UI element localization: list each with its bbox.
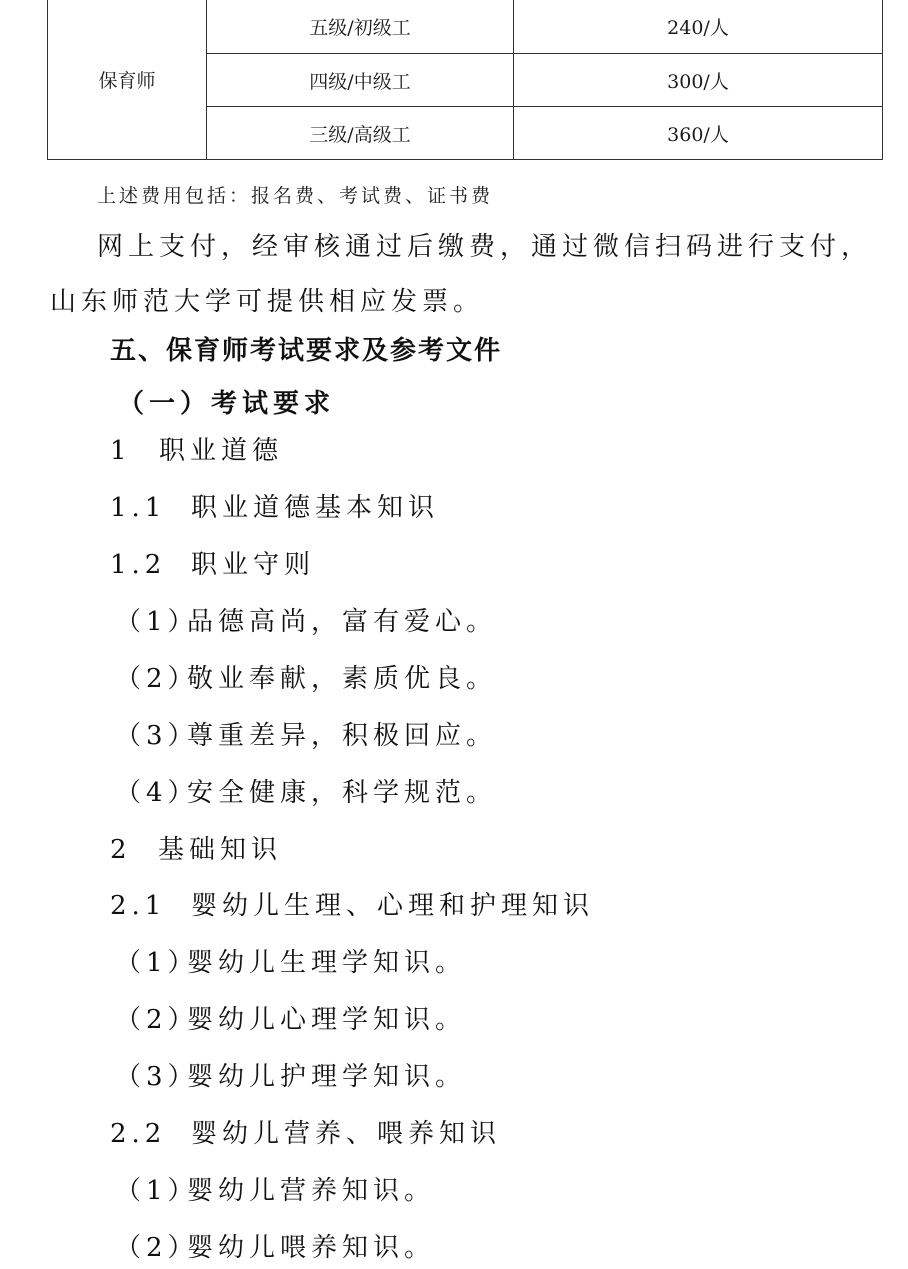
outline-item xyxy=(115,1056,466,1093)
fee-cell: 360/人 xyxy=(514,107,883,160)
outline-item xyxy=(110,487,439,524)
subsection-heading: （一）考试要求 xyxy=(118,389,336,419)
outline-number: 1.2 xyxy=(110,550,167,580)
outline-item xyxy=(115,942,466,979)
outline-number: （2） xyxy=(115,664,199,694)
outline-number: 1 xyxy=(110,436,132,466)
outline-text: 职业道德基本知识 xyxy=(191,493,440,523)
outline-text: 职业道德 xyxy=(159,436,284,466)
outline-number: （2） xyxy=(115,1233,199,1263)
outline-item xyxy=(115,1170,435,1207)
outline-item xyxy=(115,715,497,752)
outline-text: 婴幼儿生理、心理和护理知识 xyxy=(191,891,595,921)
outline-item xyxy=(115,601,497,638)
outline-number: 2.2 xyxy=(110,1119,167,1149)
outline-item xyxy=(115,1227,435,1264)
fee-cell: 240/人 xyxy=(514,0,883,54)
outline-text: 婴幼儿生理学知识。 xyxy=(187,948,467,978)
outline-number: 1.1 xyxy=(110,493,167,523)
outline-number: 2.1 xyxy=(110,891,167,921)
outline-number: （2） xyxy=(115,1005,199,1035)
outline-text: 安全健康，科学规范。 xyxy=(187,778,498,808)
payment-line-2: 山东师范大学可提供相应发票。 xyxy=(50,287,485,317)
outline-number: （1） xyxy=(115,1176,199,1206)
outline-item xyxy=(110,829,282,866)
fee-cell: 300/人 xyxy=(514,54,883,107)
outline-number: （3） xyxy=(115,1062,199,1092)
payment-line-1: 网上支付，经审核通过后缴费，通过微信扫码进行支付， xyxy=(97,232,873,262)
level-cell: 四级/中级工 xyxy=(207,54,514,107)
section-heading: 五、保育师考试要求及参考文件 xyxy=(110,336,503,366)
fee-table xyxy=(47,0,883,160)
outline-number: （1） xyxy=(115,948,199,978)
outline-item xyxy=(110,1113,501,1150)
outline-number: （1） xyxy=(115,607,199,637)
outline-text: 婴幼儿心理学知识。 xyxy=(187,1005,467,1035)
outline-text: 尊重差异，积极回应。 xyxy=(187,721,498,751)
outline-text: 婴幼儿护理学知识。 xyxy=(187,1062,467,1092)
outline-item xyxy=(110,544,315,581)
table-row xyxy=(48,0,883,54)
occupation-cell: 保育师 xyxy=(48,0,207,160)
outline-number: （4） xyxy=(115,778,199,808)
outline-text: 品德高尚，富有爱心。 xyxy=(187,607,498,637)
level-cell: 五级/初级工 xyxy=(207,0,514,54)
outline-item xyxy=(110,430,283,467)
outline-item xyxy=(115,999,466,1036)
outline-text: 职业守则 xyxy=(191,550,316,580)
outline-text: 婴幼儿营养、喂养知识 xyxy=(191,1119,502,1149)
outline-item xyxy=(110,885,594,922)
level-cell: 三级/高级工 xyxy=(207,107,514,160)
outline-item xyxy=(115,772,497,809)
outline-text: 婴幼儿喂养知识。 xyxy=(187,1233,436,1263)
outline-number: （3） xyxy=(115,721,199,751)
outline-item xyxy=(115,658,497,695)
outline-text: 基础知识 xyxy=(158,835,283,865)
outline-text: 婴幼儿营养知识。 xyxy=(187,1176,436,1206)
fee-note: 上述费用包括：报名费、考试费、证书费 xyxy=(97,185,494,207)
outline-number: 2 xyxy=(110,835,132,865)
outline-text: 敬业奉献，素质优良。 xyxy=(187,664,498,694)
